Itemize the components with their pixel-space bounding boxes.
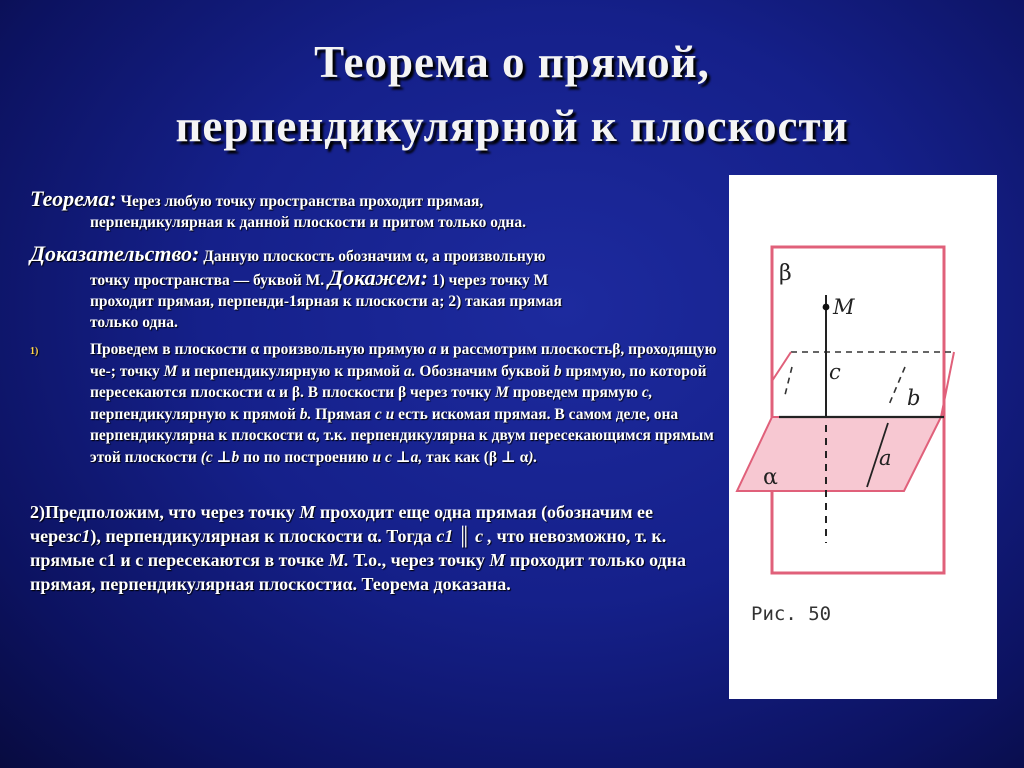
step2-text: ║: [453, 526, 476, 546]
label-M: M: [833, 295, 855, 319]
step2-var: М: [299, 502, 316, 522]
proof-term: Доказательство:: [30, 241, 200, 266]
step2-var: М: [489, 550, 506, 570]
step1-text: перпендикулярную к прямой: [90, 405, 300, 423]
step1-var: ).: [528, 448, 538, 466]
theorem-term: Теорема:: [30, 186, 117, 211]
step-1-number: 1): [30, 346, 39, 357]
proof-line-b: [30, 267, 720, 291]
step2-text: что невозможно, т. к. прямые с1 и с пересекаются в точке: [30, 526, 667, 570]
step2-var: с ,: [475, 526, 493, 546]
step1-text: ⊥: [391, 448, 411, 466]
step1-text: Проведем в плоскости α произвольную прямую: [90, 341, 429, 358]
proof-text-c: проходит прямая, перпенди-1ярная к плоскости а; 2) такая прямая: [90, 293, 562, 310]
step1-text: есть искомая прямая. В самом деле, она перпендикулярна к плоскости α, т.к. перпендикулярна к двум пересекающимся прямым этой плоскости: [90, 405, 714, 466]
step2-text: проходит только одна прямая, перпендикулярная плоскостиα. Теорема доказана.: [30, 550, 687, 594]
step1-var: (с: [200, 448, 213, 466]
step1-var: а.: [403, 362, 416, 380]
step1-var: М: [495, 384, 509, 401]
theorem-text-a: Через любую точку пространства проходит прямая,: [116, 193, 484, 210]
step2-text: Т.о., через точку: [348, 550, 490, 570]
step1-var: с и: [374, 405, 395, 423]
step1-text: проведем прямую: [508, 384, 642, 401]
geometry-figure: [729, 175, 997, 699]
step2-var: с1: [73, 526, 91, 546]
step1-var: b.: [299, 405, 312, 423]
proof-text-b2: 1) через точку М: [427, 272, 549, 289]
label-b: b: [907, 386, 921, 410]
step1-var: с,: [641, 384, 653, 401]
plane-beta: [772, 247, 944, 573]
step2-text: проходит еще одна прямая (обозначим ее через: [30, 502, 653, 546]
slide-body: [30, 188, 720, 614]
step1-text: Прямая: [311, 405, 375, 423]
proof-paragraph: [30, 243, 720, 333]
step2-text: 2)Предположим, что через точку: [30, 502, 300, 522]
proof-text-d: только одна.: [90, 314, 178, 331]
step1-var: b: [231, 448, 240, 466]
step1-text: и рассмотрим плоскостьβ, проходящую че-; точку: [90, 341, 717, 380]
step1-text: так как (β ⊥ α: [422, 448, 529, 466]
step1-text: Обозначим буквой: [415, 362, 554, 380]
step1-var: а,: [410, 448, 423, 466]
step1-var: b: [553, 362, 562, 380]
proof-step-2: [30, 500, 720, 596]
step1-text: ⊥: [212, 448, 232, 466]
step1-var: и с: [372, 448, 392, 466]
point-M: [823, 304, 830, 311]
figure-caption: Рис. 50: [751, 603, 832, 625]
proof-step-1: [30, 339, 720, 468]
label-alpha: α: [763, 465, 778, 490]
proof-text-b1: точку пространства — буквой М.: [90, 272, 329, 289]
step2-var: М.: [328, 550, 349, 570]
theorem-text-b: перпендикулярная к данной плоскости и притом только одна.: [90, 214, 526, 231]
step2-var: с1: [436, 526, 454, 546]
step1-text: прямую, по которой пересекаются плоскости α и β. В плоскости β через точку: [90, 362, 707, 401]
title-line-2: перпендикулярной к плоскости: [175, 101, 849, 151]
proof-text-a: Данную плоскость обозначим α, а произвольную: [199, 248, 546, 265]
step1-text: и перпендикулярную к прямой: [177, 362, 404, 380]
step1-var: М: [163, 362, 178, 380]
title-line-1: Теорема о прямой,: [314, 37, 710, 87]
step2-text: ), перпендикулярная к плоскости α. Тогда: [90, 526, 437, 546]
label-c: c: [829, 360, 841, 384]
theorem-paragraph: [30, 188, 720, 233]
label-a: a: [879, 446, 892, 470]
label-beta: β: [779, 261, 792, 286]
proof-term-2: Докажем:: [328, 265, 428, 290]
step1-var: а: [428, 341, 437, 358]
slide-title: [40, 30, 984, 158]
step1-text: по по построению: [239, 448, 373, 466]
